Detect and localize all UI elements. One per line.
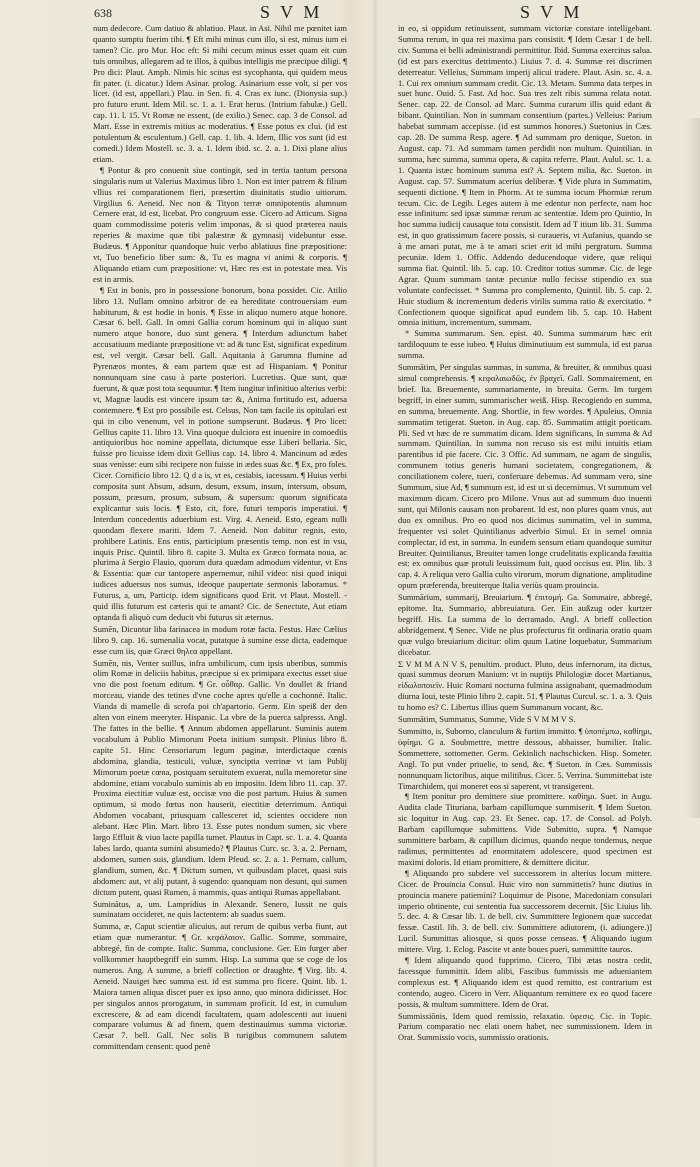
page-number: 638 [94, 6, 112, 20]
entry-paragraph: ¶ Item ponitur pro demittere siue promittere. καθίημι. Suet. in Augu. Audita clade Tituriana, barbam capillumque summiserit. ¶ Idem Sueton. sic loquitur in Aug. cap. 23. Et Senec. cap. 17. de Consol. ad Polyb. Barbam capillumque submittens. Vide Submitto, supra. ¶ Namque summittere barbam, & capillum dicimus, quando neque tondemus, neque radimus, permittentes ad enormitatem adolescere, quod specimen est maximi doloris. Id etiam promittere, & demittere dicitur. [398, 791, 652, 867]
entry-summanus: Σ V M M A N V S, penultim. product. Pluto, deus infernorum, ita dictus, quasi summus deorum Manium: vt in nuptijs Philologiæ docet Martianus, εἰδωλοποιεῖν. Huic Romani nocturna fulmina assignabant, quemadmodum diurna Ioui, teste Plinio libro 2. capit. 51. ¶ Plautus Curcul. sc. 1. a. 3. Quis tu homo es? C. Libertus illius quem Summanum vocant, &c. [398, 658, 652, 713]
entry-paragraph: num dedecore. Cum datiuo & ablatiuo. Plaut. in Asi. Nihil me pœnitet iam quanto sumptu fuerim tibi. ¶ Eft mihi minus cum illo, si est, minus ium ei tamen? Cic. pro Mur. Hoc eft: Si mihi cecum minus esset quam eit cum tuis omnibus, allegarem ad te illos, à quibus intelligis me præcipue diligi. ¶ Pro dici: Plaut. Amph. Nimis hic scitus est sycophanta, qui quidem meus fit pater. (i. dicatur.) Idem Asinar. prolog. Asinarium esse volt, si per vos licet. (id est, appellari.) Plau. in Sen. fi. 4. Cras ex iunc. (Dionysia sup.) pro futuro erunt. Idem Mil. sc. 1. a. 1. Erat herus. (Intrium fabulæ.) Gell. cap. 11. l. 15. Vt Romæ ne essent, (de exilio.) Senec. cap. 3 de Consol. ad Mart. Esse in extremis mitius ac moderatius. ¶ Esse potus ex clui. (id est potulentum & esculentum.) Gell. cap. 1. lib. 4. Idem, Illic vos sunt (id est comedi.) Idem Mostell. sc. 3. a. 1. Idem ibid. sc. 2. a. 1. Dixi plane alius etiam. [93, 23, 347, 164]
running-head-right: S V M [520, 2, 583, 22]
page-gutter [372, 0, 378, 1167]
running-head-left: S V M [260, 2, 323, 22]
left-column [93, 22, 347, 1162]
page-header [0, 0, 700, 24]
entry-sumen-liba: Sumēn, Dicuntur liba farinacea in modum rotæ facta. Festus. Hæc Cælius libro 9. cap. 16. sumenalia vocat, putatque à sumine esse dicta, eademque esse cum iis, quæ Græci θηλεα appellant. [93, 623, 347, 656]
entry-summatim: Summātim, Per singulas summas, in summa, & breuiter, & omnibus quasi simul comprehensis. ¶ κεφαλαιωδῶς, ἐν βραχεῖ. Gall. Sommairement, en brief. Ita. Breuemente, summariamente, in breuita. Germ. Im turgem begriff, in einer summ, summarischer weiß. Hisp. Recogiendo en summa, en summa, breuemente. Ang. Shortlie, in few wordes. ¶ Apuleius, Omnia summatim tetigerat. Sueton. in Aug. cap. 85. Summatim attigit poeticam. Pli. Sed vt hæc de re summatim dicam. Idem significans, In summa & Ad summam. Quintilian. In summa non recuso sis est mihi intuitis etiam parentibus id pie facere. Cic. 3 Offic. Ad summam, ne agam de singulis, communem totius generis humani societatem, congregationem, & conciliationem colere, tueri, conferuare debemus. Ad summam vero, sine Summum, siue Ad, ¶ summum est, id est ut si decernimus. Vt summum vel maximum dicam. Cicero pro Milone. Vnus aut ad summum duo inuenti sunt, qui Milonis causam non probarent. Id est, non plures quam vnus, aut duo ex omnibus. Pro eo quod nos dicimus summatim, vel in summa, frequenter vsi solet Quintilianus adverbio Simul. Et in semel omnia complectar, id est, in summa. In eundem sensum etiam quandoque sumitur Breuiter. Quintilianus, Breuiter tamen longe crudelitatis explicanda fæuitia est: ex omnibus quæ protuli leuissimum fuit, quod occisus est. Plin. lib. 3 cap. 4. A reliqua vero Gallia culto virorum, morum dignatione, amplitudine opum præferenda, breuiterque Italia veriùs quam prouincia. [398, 362, 652, 591]
entry-paragraph: in eo, si oppidum retinuissent, summam victoriæ constare intelligebant. Summa rerum, in qua rei maxima pars consistit. ¶ Idem Cæsar 1 de bell. civ. Summa ei belli administrandi permittitur. Ibid. Summa exercitus salua. (id est pars exercitus detrimento.) Liuius 7. d. 4. Summæ rei discrimen deterreatur. Velleius, Summam imperij alicui tradere. Plaut. Asin. sc. 4. a. 1. Cui rex omnium summam credit. Cic. 13. Metam. Summa data terpes in suet hunc. Ouid. 5. Fast. Ad hoc. Sua tres zelt ribis summa relata notat. Senec. cap. 22. de Consol. ad Marc. Summa curarum illis quid edant & bibant. Quintilian. Non in summam consentium (partes.) Velleius: Parium habebat summam accepisse. (id est summos honores.) Suetonius in Cæs. cap. 28. De summa Resp. agere. ¶ Ad summam pro denique, Sueton. in August. cap. 71. Ad summam tamen perdidit non multum. Quintilian. in summa, hæc summa, summa opera, & capita referre. Plaut. Aulul. sc. 1. a. 1. Quanta istæc hominum summa est? A. Septem milia, &c. Sueton. in August. cap. 57. Summatum acerius deliberæ. ¶ Vide plura in Summatim, sequenti dictione. ¶ Item in Phorm. At te summa iocum Phormiæ rerum tecum. Cic. de Legib. Leges autem à me edentur non perfecte, nam hoc esse infinitum: sed ipsæ summæ rerum ac sententiæ. Idem pro Quintio, In hoc summa iudicij causaque tota consistit. Idem ad T itium lib. 31. Summa est, in quo gratissimum facere possis, si curaueris, vt Aufanius, quando se à me amari putat, me à te amari sciet erit id mihi pergratum. Summa pecuniæ. Idem 1. Offic. Addendo deducendoque videre, quæ reliqui summa fiat. Quintil. lib. 5. cap. 10. Creditor totius summæ. Cic. de lege Agrar. Quum summam tantæ pecuniæ nullo fecisse stipendio ex sua voluntate confecisset. * Summa pro complemento, Quintil. lib. 5. cap. 2. Huic studium & incrementum dederis virilis summa ratio & exercitatio. * Confectionem quoque significat apud eundem lib. 5. cap. 10. Habent omnia initium, incrementum, summam. [398, 23, 652, 328]
entry-summissio: Summissiōnis, Idem quod remissio, relaxatio. ὑφεσις. Cic. in Topic. Parium comparatio nec elati onem habet, nec summissionem. Idem in Orat. Summissio vocis, summissio orationis. [398, 1010, 652, 1043]
entry-summatim-crossref: Summātim, Summatus, Summe, Vide S V M M V S. [398, 714, 576, 725]
entry-summa-summarum: * Summa summarum. Sen. epist. 40. Summa summarum hæc erit tardiloquum te esse iubeo. ¶ Huius diminutiuum est summula, id est parua summa. [398, 328, 652, 361]
right-column [398, 22, 652, 1162]
entry-summitto: Summitto, is, Suborno, clanculum & furtim immitto. ¶ ὑποπέμπω, καθίημι, ὑφίημι. G a. Soubmettre, mettre dessous, abbaisser, humilier. Italic. Sommettere, sottometter. Germ. Gekinlich nachschicken. Hisp. Someter. Angl. To put vnder priuelie, to send, &c. ¶ Sueton. in Cæs. Summissis nonnunquam lictoribus, atque militibus. Cicer. 5. Verrina. Summittebat iste Timarchidem, qui moneret eos si saperent, vt transigerent. [398, 726, 652, 791]
entry-paragraph: ¶ Idem aliquando quod fupprimo. Cicero, Tibi ætas nostra cedit, facessque fummittit. Idem alibi, Fascibus fummissis me adueniantem complexus est. ¶ Aliquando idem est quod remitto, est contrarium est contendo, augeo. Cicero in Verr. Aliquantum remittere ex eo quod facere possis, & multum summittere. Idem de Orat. [398, 955, 652, 1009]
entry-summarium: Summārium, summarij, Breuiarium. ¶ ἐπιτομή. Ga. Sommaire, abbregé, epitome. Ita. Summario, abbreuiatura. Ger. Ein außzug oder kurtzer begriff. His. La summa de lo derramado. Angl. A brieff collection abbridgement. ¶ Senec. Vide ne plus profecturus fit ordinaria oratio quam quæ vulgo breuiarium dicitur: olim quum Latine loquebatur, Summarium dicebatur. [398, 592, 652, 657]
page-edge-shadow [686, 118, 700, 818]
entry-paragraph: ¶ Est in bonis, pro in possessione bonorum, bona possidet. Cic. Atilio libro 13. Nullam omnino arbitror de ea hereditate controuersiam eum habiturum, & est hodie in bonis. ¶ Esse in aliquo numero atque honore. Cæsar 6. bell. Gall. In omni Gallia corum hominum qui in aliquo sunt numero atque honore, duo sunt genera. ¶ Interdum adiunctum habet accusatiuum mediante præpositione vt: ad & tunc Est, significat expeditum est, vel vergit. Cæsar bell. Gall. Aquitania à Garumna flumine ad Pyrenæos montes, & eam partem quæ est ad Hispaniam. ¶ Ponitur nonnunquam sine casu à parte posteriori. Lucretius. Quæ sunt, quæ fuerunt, & quæ post tota sequuntur. ¶ Item iungitur infinitiuo alterius verbi: vt, Magnæ laudis est vincere ipsum tæ: &, Anima fortitudo est, aduersa contemnere. ¶ Est pro possibile est. Celsus, Non tam facile iis opitulari est qui in cibo venenum, vel in potione sumpserunt. Budæus. ¶ Pro licet: Gellius capite 11. libro 13. Vina quoque dulciora est inuenire in comoediis antiquioribus hoc nomine appellata, dictumque esse Liberi bellaria. Sic, fuisse pro licuisse idem dixit Gellius cap. 14. libro 4. Mancinum ad ædes suas venisse: eum sibi recipere non fuisse in ædes suas &c. ¶ Ex, pro foles. Cicer. Cornificio libro 12. Q d a is, vt es, cesiabis, iacessam. ¶ Huius verbi composita sunt Absum, adsum, desum, exsum, insum, intersum, obsum, possum, præsum, prosum, subsum, & supersum: quorum significata explicantur suis locis. ¶ Esto, cit, fore, futuri temporis imperatiui. ¶ Interdum concedentis aduerbium est. Virg. 4. Aeneid. Esto, egeam nulli quondam flexere mariti. Idem 7. Aeneid. Non dabitur regnis, esto, prohibere Latinis. Ens entis, participium præsentis temp. non est in vsu, inquis Prisc. Quintil. libro 8. capite 3. Multa ex Græco formata noua, ac plurima à Sergio Flauio, quorum dura quædam admodum videntur, vt Ens & Essentia: quæ cur tantopere aspernemur, nihil video: nisi quod iniqui iudices aduersus nos sumus, ideoque paupertate sermonis laboramus. * Futurus, a, um, Particip. idem significans quod Erit. vt Plaut. Mostell. - quid illis futurum est cæteris qui te amant? Cic. de Senectute, Aut etiam optanda fi aliquò cum deducit vbi futurus sit æternus. [93, 284, 347, 622]
entry-sumen-nis: Sumēn, nis, Venter suillus, infra umbilicum, cum ipsis uberibus, summis olim Romæ in deliciis habitus, præcipue si ex primipara exectus esset siue vno die post foetum editum. ¶ Gr. οὖθαρ. Gallic. Vn doullet & friand morceau, viande des tetines d'vne coche apres qu'elle a cochonné. Italic. Vianda di mamelle di scrofa poi ch'apartorio. Germ. Ein speiß der den alten von einem meeryter. Hispanic. La vbre de la puerca salpresss. Angl. The fattes in the bellie. ¶ Annum abdomen appellarunt. Suminis autem vocabulum à Publio Mimorum Poeta initium sumpsit. Plinius libro 8. capite 51. Hinc Censoriarum legum paginæ, interdictaque cœnis abdomina, glandia, testiculi, vuluæ, synciptia verrinæ vt iam Publij Mimorum poetæ cœna, postquam seruitutem exuerat, nulla memoretur sine abdomine, etiam vocabulo suminis ab eo imposito. Idem libro 11. cap. 37. Proxima eiectitiæ vuluæ est, occisæ vno die post partum. Huius & sumen optimum, si modo fœtus non hauserit, eiectitiæ deterrimum. Antiqui Abdomen vocabant, priusquam callesceret id, scientes occidere non alebant. Hæc Plin. Mart. libro 13. Esse putes nondum sumen, sic vbere largo Effluit & viuo lacte papilla tumet. Plautus in Capt. sc. 1. a. 4. Quanta labes lardo, quanta sumini absumedo? ¶ Plautus Curc. sc. 3. a. 2. Pernam, abdomen, sumen suis, glandium. Idem Pfeud. sc. 2. a. 1. Pernam, callum, glandium, sumen, &c. ¶ Dictum sumen, vt quibusdam placet, quasi suis abdomen: aut, vt alij putant, à sugendo: quanquam non desunt, qui sumen dictum putent, quasi Rumen, à mammis, quas antiqui Rumas appellabant. [93, 657, 347, 897]
entry-summa: Summa, æ, Caput scientiæ alicuius, aut rerum de quibus verba fiunt, aut etiam quæ numerantur. ¶ Gr. κεφάλαιον. Gallic. Somme, sommaire, abbregé, fin de compte. Italic. Summa, conclusione. Ger. Ein furger aber vollkommer hauptbegriff ein summ. Hisp. La summa que se coge de los numeros. Ang. A summe, a brieff collection or draughte. ¶ Virg. lib. 4. Aeneid. Nauiget hæc summa est. id est summa pro ficere. Quint. lib. 1. Maiora tamen aliqua discet puer ex ipso anno, quo minora didicisset. Hoc per singulos annos prorogatum, in summam proficit. Id est, in cumulum excrescere, & ad eam dicendi facultatem, quam adolescenti aut iuueni comparare volumus & ad finem, quem destinauimus summa victoriæ. Cæsar 7. bell. Gall. Nec solis B turigibus communem salutem committendam censent: quod penè [93, 921, 347, 1052]
entry-paragraph: ¶ Pontur & pro conuenit siue contingit, sed in tertia tantum persona singularis num ut Valerius Maximus libro 1. Non est inter patrem & filium vllius rei comparationem fieri, præsertim diuinitatis studio uitiorum. Virgilius 6. Aeneid. Nec non & Tityon terræ omnipotentis alumnum Cernere erat, id est, licebat. Pro congruum esse. Cicero ad Atticum. Signa quam commodissime poteris velim imponas, & si quod præterea nauis reperies & maxime quæ tibi palæstræ & gymnasij videbuntur esse. Budæus. ¶ Apponitur quandoque huic verbo ablatiuus fine præpositione: vt, Tuo beneficio liber sum: &, Tu es magna vi animi & corporis. ¶ Aliquando etiam cum præpositione: vt, Hæc res est in potestate mea. Vis est in armis. [93, 164, 347, 284]
entry-suminatus: Suminātus, a, um. Lampridius in Alexandr. Senero, Iussit ne quis suminatam occideret, ne quis lactentem: ab suadus suem. [93, 898, 347, 920]
entry-paragraph: ¶ Aliquando pro subdere vel successorem in alterius locum mittere. Cicer. de Prouincia Consul. Huic viro non summittetis? hunc diutius in prouincia manere patiemini? Loquimur de Pisone, Macedoniam consulari imperio obtinente, cui sententia fua successorem decernit. [Sic Liuius lib. 5. dec. 4. & Cæsar lib. 1. de bell. civ. Summittere legionem quæ succedat fessæ. Castil. lib. 3. de bell. civ. Summittere adiutorem, (i. adiungere.)] Lucil. Summittas aliosque, si quos posse censeas. ¶ Aliquando iugum mittere. Virg. 1. Eclog. Pascite vt ante boues pueri, summittite tauros. [398, 867, 652, 955]
